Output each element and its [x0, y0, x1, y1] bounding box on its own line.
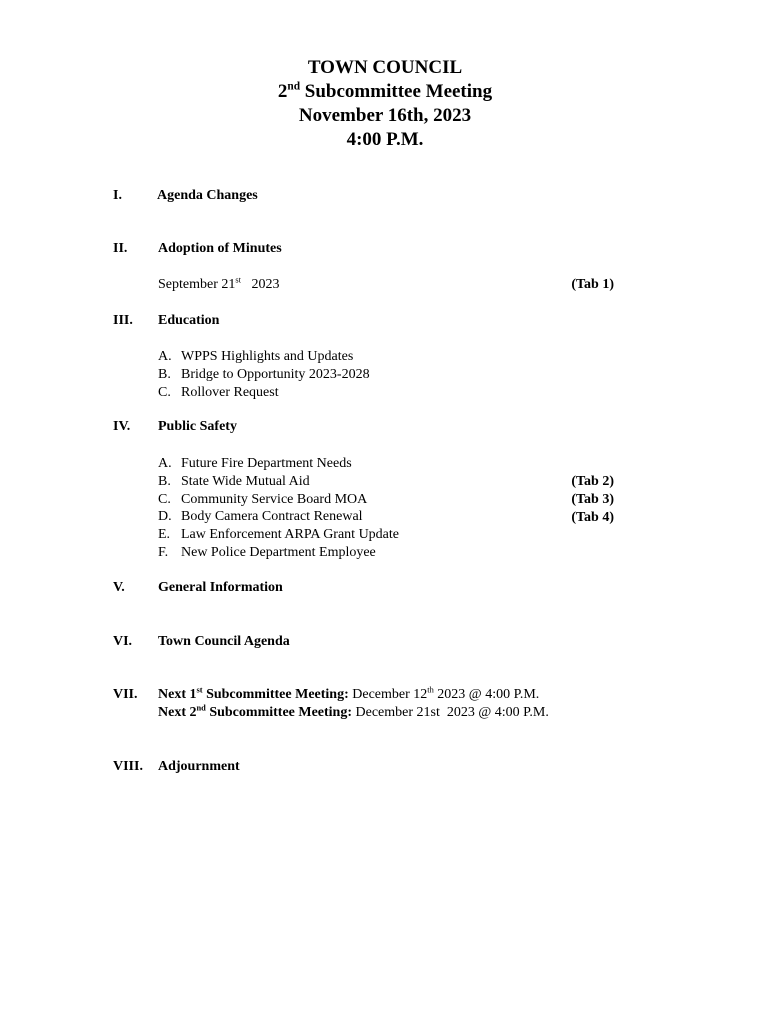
list-item-letter: D. [158, 509, 172, 525]
list-item-text: Future Fire Department Needs [181, 456, 352, 471]
next-meeting-1-ordinal: st [196, 685, 203, 695]
section-6-title: Town Council Agenda [158, 634, 290, 649]
next-meeting-2-label-rest: Subcommittee Meeting: [205, 705, 353, 720]
public-safety-tabs [571, 473, 614, 526]
next-meeting-2-ordinal: nd [196, 703, 206, 713]
tab-2-label: (Tab 2) [571, 474, 614, 489]
list-item-letter: C. [158, 384, 171, 400]
list-item [158, 508, 399, 526]
section-8-title: Adjournment [158, 759, 240, 774]
minutes-date-prefix: September 21 [158, 277, 236, 292]
next-meeting-1-label-rest: Subcommittee Meeting: [202, 687, 349, 702]
section-6-numeral: VI. [113, 634, 133, 649]
tab-3-label: (Tab 3) [571, 491, 614, 507]
list-item [158, 473, 399, 491]
list-item-letter: F. [158, 544, 169, 560]
minutes-date [158, 277, 279, 293]
next-meeting-1-label: Next 1 [158, 687, 197, 702]
list-item-text: State Wide Mutual Aid [181, 473, 310, 489]
section-5-numeral: V. [113, 580, 125, 595]
title-date: November 16th, 2023 [298, 105, 472, 126]
list-item-letter: C. [158, 491, 171, 507]
list-item [158, 526, 399, 544]
list-item [158, 384, 370, 402]
section-8-numeral: VIII. [113, 759, 143, 774]
section-3-numeral: III. [113, 313, 133, 328]
list-item-letter: A. [158, 349, 172, 364]
title-ordinal-suffix: nd [287, 80, 301, 93]
list-item [158, 544, 399, 562]
list-item [158, 491, 399, 509]
list-item-text: WPPS Highlights and Updates [181, 349, 354, 364]
section-3-title: Education [158, 313, 220, 328]
section-2-title: Adoption of Minutes [158, 241, 282, 256]
next-meeting-1-date: December 12 [348, 687, 428, 702]
list-item-text: New Police Department Employee [181, 544, 376, 560]
section-7-numeral: VII. [113, 687, 138, 702]
list-item-letter: A. [158, 456, 172, 471]
section-4-numeral: IV. [113, 419, 131, 434]
section-4-title: Public Safety [158, 419, 237, 434]
title-line-1: TOWN COUNCIL [307, 57, 463, 78]
list-item-text: Body Camera Contract Renewal [181, 509, 363, 525]
section-5-title: General Information [158, 580, 283, 595]
section-2-numeral: II. [113, 241, 128, 256]
title-line-2 [0, 80, 770, 104]
minutes-date-year: 2023 [240, 277, 280, 292]
list-item-letter: E. [158, 527, 171, 543]
list-item [158, 348, 370, 366]
next-meeting-2-label: Next 2 [158, 705, 197, 720]
list-item-letter: B. [158, 473, 171, 489]
tab-1-label: (Tab 1) [571, 277, 614, 292]
title-ordinal: 2 [277, 81, 288, 102]
next-meeting-2-date: December 21st 2023 @ 4:00 P.M. [352, 705, 549, 720]
list-item [158, 455, 399, 473]
education-list [158, 348, 370, 401]
next-meeting-1-time: 2023 @ 4:00 P.M. [433, 687, 540, 702]
public-safety-list [158, 455, 399, 562]
title-meeting-name: Subcommittee Meeting [300, 81, 493, 102]
next-meeting-1 [158, 687, 539, 703]
next-meeting-1-date-suffix: th [427, 685, 434, 695]
list-item-letter: B. [158, 366, 171, 382]
minutes-date-suffix: st [235, 275, 241, 285]
list-item-text: Rollover Request [181, 384, 279, 400]
document-title [0, 56, 770, 152]
title-time: 4:00 P.M. [346, 129, 424, 150]
list-item [158, 366, 370, 384]
list-item-text: Community Service Board MOA [181, 491, 368, 507]
section-1-numeral: I. [113, 188, 122, 203]
tab-4-label: (Tab 4) [571, 509, 614, 525]
next-meeting-2 [158, 705, 549, 721]
section-1-title: Agenda Changes [157, 188, 258, 203]
list-item-text: Law Enforcement ARPA Grant Update [181, 527, 399, 543]
list-item-text: Bridge to Opportunity 2023-2028 [181, 366, 370, 382]
